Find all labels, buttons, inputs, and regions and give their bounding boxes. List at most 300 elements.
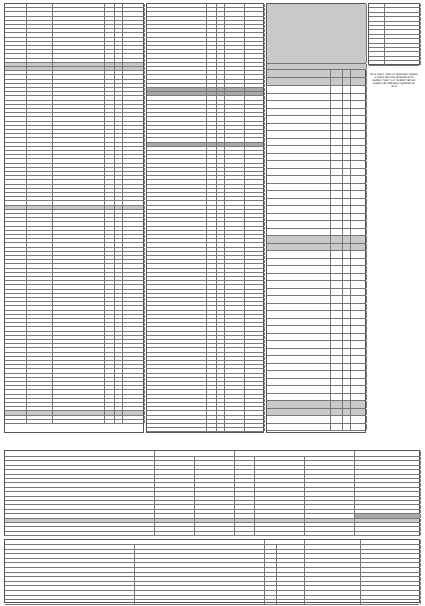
value-input[interactable] — [355, 457, 421, 460]
value-input[interactable] — [351, 379, 367, 386]
value-input[interactable] — [331, 304, 343, 311]
value-input[interactable] — [355, 514, 421, 517]
value-input[interactable] — [245, 197, 265, 200]
value-input[interactable] — [331, 371, 343, 378]
value-input[interactable] — [331, 409, 343, 416]
value-input[interactable] — [305, 483, 355, 486]
value-input[interactable] — [225, 172, 245, 175]
value-input[interactable] — [195, 479, 235, 482]
value-input[interactable] — [123, 416, 145, 419]
value-input[interactable] — [331, 146, 343, 153]
value-input[interactable] — [277, 559, 305, 563]
value-input[interactable] — [225, 71, 245, 74]
value-input[interactable] — [225, 21, 245, 24]
value-input[interactable] — [225, 411, 245, 414]
value-input[interactable] — [245, 386, 265, 389]
value-input[interactable] — [225, 336, 245, 339]
value-input[interactable] — [245, 130, 265, 133]
value-input[interactable] — [351, 101, 367, 108]
value-input[interactable] — [195, 519, 235, 522]
value-input[interactable] — [225, 4, 245, 7]
value-input[interactable] — [225, 33, 245, 36]
value-input[interactable] — [225, 134, 245, 137]
value-input[interactable] — [385, 30, 421, 33]
value-input[interactable] — [155, 470, 195, 473]
value-input[interactable] — [123, 21, 145, 24]
value-input[interactable] — [245, 176, 265, 179]
value-input[interactable] — [277, 554, 305, 558]
value-input[interactable] — [385, 44, 421, 47]
value-input[interactable] — [225, 390, 245, 393]
value-input[interactable] — [123, 327, 145, 330]
value-input[interactable] — [225, 424, 245, 427]
value-input[interactable] — [225, 302, 245, 305]
value-input[interactable] — [255, 466, 305, 469]
value-input[interactable] — [385, 8, 421, 11]
value-input[interactable] — [351, 191, 367, 198]
value-input[interactable] — [225, 369, 245, 372]
value-input[interactable] — [123, 407, 145, 410]
value-input[interactable] — [255, 523, 305, 526]
value-input[interactable] — [225, 126, 245, 129]
value-input[interactable] — [351, 70, 367, 77]
value-input[interactable] — [351, 356, 367, 363]
value-input[interactable] — [195, 461, 235, 464]
value-input[interactable] — [361, 573, 421, 577]
value-input[interactable] — [351, 281, 367, 288]
value-input[interactable] — [331, 191, 343, 198]
value-input[interactable] — [245, 298, 265, 301]
value-input[interactable] — [225, 25, 245, 28]
value-input[interactable] — [361, 586, 421, 590]
value-input[interactable] — [225, 348, 245, 351]
value-input[interactable] — [255, 514, 305, 517]
value-input[interactable] — [225, 96, 245, 99]
value-input[interactable] — [123, 4, 145, 7]
value-input[interactable] — [355, 519, 421, 522]
value-input[interactable] — [245, 33, 265, 36]
value-input[interactable] — [123, 151, 145, 154]
value-input[interactable] — [385, 13, 421, 16]
value-input[interactable] — [155, 483, 195, 486]
value-input[interactable] — [225, 17, 245, 20]
value-input[interactable] — [245, 88, 265, 91]
value-input[interactable] — [355, 501, 421, 504]
value-input[interactable] — [245, 269, 265, 272]
value-input[interactable] — [225, 231, 245, 234]
value-input[interactable] — [331, 349, 343, 356]
value-input[interactable] — [123, 239, 145, 242]
value-input[interactable] — [245, 38, 265, 41]
value-input[interactable] — [331, 379, 343, 386]
value-input[interactable] — [225, 117, 245, 120]
value-input[interactable] — [305, 492, 355, 495]
value-input[interactable] — [245, 113, 265, 116]
value-input[interactable] — [123, 155, 145, 158]
value-input[interactable] — [123, 248, 145, 251]
value-input[interactable] — [305, 510, 355, 513]
value-input[interactable] — [123, 54, 145, 57]
value-input[interactable] — [245, 4, 265, 7]
value-input[interactable] — [123, 264, 145, 267]
value-input[interactable] — [305, 568, 361, 572]
value-input[interactable] — [331, 184, 343, 191]
value-input[interactable] — [305, 523, 355, 526]
value-input[interactable] — [123, 382, 145, 385]
value-input[interactable] — [123, 189, 145, 192]
value-input[interactable] — [351, 176, 367, 183]
value-input[interactable] — [225, 138, 245, 141]
value-input[interactable] — [155, 532, 195, 535]
value-input[interactable] — [255, 457, 305, 460]
value-input[interactable] — [355, 461, 421, 464]
value-input[interactable] — [225, 206, 245, 209]
value-input[interactable] — [245, 340, 265, 343]
value-input[interactable] — [225, 12, 245, 15]
value-input[interactable] — [245, 281, 265, 284]
value-input[interactable] — [195, 501, 235, 504]
value-input[interactable] — [245, 319, 265, 322]
value-input[interactable] — [155, 519, 195, 522]
value-input[interactable] — [331, 319, 343, 326]
value-input[interactable] — [225, 273, 245, 276]
value-input[interactable] — [245, 210, 265, 213]
value-input[interactable] — [255, 510, 305, 513]
value-input[interactable] — [123, 390, 145, 393]
value-input[interactable] — [305, 461, 355, 464]
value-input[interactable] — [351, 251, 367, 258]
value-input[interactable] — [351, 401, 367, 408]
value-input[interactable] — [245, 117, 265, 120]
value-input[interactable] — [351, 326, 367, 333]
value-input[interactable] — [331, 266, 343, 273]
value-input[interactable] — [255, 492, 305, 495]
value-input[interactable] — [123, 63, 145, 66]
value-input[interactable] — [225, 143, 245, 146]
value-input[interactable] — [245, 403, 265, 406]
value-input[interactable] — [355, 488, 421, 491]
value-input[interactable] — [245, 344, 265, 347]
value-input[interactable] — [245, 420, 265, 423]
value-input[interactable] — [305, 457, 355, 460]
value-input[interactable] — [351, 311, 367, 318]
value-input[interactable] — [245, 227, 265, 230]
value-input[interactable] — [155, 479, 195, 482]
value-input[interactable] — [195, 510, 235, 513]
value-input[interactable] — [155, 466, 195, 469]
value-input[interactable] — [385, 48, 421, 51]
value-input[interactable] — [331, 78, 343, 85]
value-input[interactable] — [123, 218, 145, 221]
value-input[interactable] — [351, 109, 367, 116]
value-input[interactable] — [123, 340, 145, 343]
value-input[interactable] — [195, 457, 235, 460]
value-input[interactable] — [245, 277, 265, 280]
value-input[interactable] — [123, 113, 145, 116]
value-input[interactable] — [245, 260, 265, 263]
value-input[interactable] — [245, 185, 265, 188]
value-input[interactable] — [277, 600, 305, 604]
value-input[interactable] — [351, 131, 367, 138]
value-input[interactable] — [245, 46, 265, 49]
value-input[interactable] — [385, 57, 421, 60]
value-input[interactable] — [123, 176, 145, 179]
value-input[interactable] — [331, 259, 343, 266]
value-input[interactable] — [355, 492, 421, 495]
value-input[interactable] — [351, 229, 367, 236]
value-input[interactable] — [361, 545, 421, 549]
value-input[interactable] — [331, 214, 343, 221]
value-input[interactable] — [225, 395, 245, 398]
value-input[interactable] — [351, 394, 367, 401]
value-input[interactable] — [351, 304, 367, 311]
value-input[interactable] — [225, 101, 245, 104]
value-input[interactable] — [245, 147, 265, 150]
value-input[interactable] — [123, 222, 145, 225]
value-input[interactable] — [331, 289, 343, 296]
value-input[interactable] — [351, 94, 367, 101]
value-input[interactable] — [225, 130, 245, 133]
value-input[interactable] — [305, 519, 355, 522]
value-input[interactable] — [245, 239, 265, 242]
value-input[interactable] — [351, 199, 367, 206]
value-input[interactable] — [277, 568, 305, 572]
value-input[interactable] — [155, 488, 195, 491]
value-input[interactable] — [195, 527, 235, 530]
value-input[interactable] — [225, 197, 245, 200]
value-input[interactable] — [123, 294, 145, 297]
value-input[interactable] — [123, 231, 145, 234]
value-input[interactable] — [305, 577, 361, 581]
value-input[interactable] — [225, 164, 245, 167]
value-input[interactable] — [245, 84, 265, 87]
value-input[interactable] — [245, 63, 265, 66]
value-input[interactable] — [245, 374, 265, 377]
value-input[interactable] — [225, 42, 245, 45]
value-input[interactable] — [155, 514, 195, 517]
value-input[interactable] — [331, 334, 343, 341]
value-input[interactable] — [331, 86, 343, 93]
value-input[interactable] — [225, 109, 245, 112]
value-input[interactable] — [245, 67, 265, 70]
value-input[interactable] — [123, 344, 145, 347]
value-input[interactable] — [351, 184, 367, 191]
value-input[interactable] — [123, 38, 145, 41]
value-input[interactable] — [351, 364, 367, 371]
value-input[interactable] — [245, 273, 265, 276]
value-input[interactable] — [123, 101, 145, 104]
value-input[interactable] — [351, 116, 367, 123]
value-input[interactable] — [245, 411, 265, 414]
value-input[interactable] — [385, 39, 421, 42]
value-input[interactable] — [245, 306, 265, 309]
value-input[interactable] — [355, 523, 421, 526]
value-input[interactable] — [123, 374, 145, 377]
value-input[interactable] — [245, 378, 265, 381]
value-input[interactable] — [225, 420, 245, 423]
value-input[interactable] — [331, 244, 343, 251]
value-input[interactable] — [225, 323, 245, 326]
value-input[interactable] — [245, 180, 265, 183]
value-input[interactable] — [123, 353, 145, 356]
value-input[interactable] — [245, 428, 265, 431]
value-input[interactable] — [123, 210, 145, 213]
value-input[interactable] — [123, 193, 145, 196]
value-input[interactable] — [331, 416, 343, 423]
value-input[interactable] — [255, 475, 305, 478]
value-input[interactable] — [155, 475, 195, 478]
value-input[interactable] — [277, 586, 305, 590]
value-input[interactable] — [355, 505, 421, 508]
value-input[interactable] — [123, 403, 145, 406]
value-input[interactable] — [331, 139, 343, 146]
value-input[interactable] — [225, 159, 245, 162]
value-input[interactable] — [331, 296, 343, 303]
value-input[interactable] — [245, 348, 265, 351]
value-input[interactable] — [123, 260, 145, 263]
value-input[interactable] — [331, 251, 343, 258]
value-input[interactable] — [245, 21, 265, 24]
value-input[interactable] — [331, 356, 343, 363]
value-input[interactable] — [245, 12, 265, 15]
value-input[interactable] — [305, 475, 355, 478]
value-input[interactable] — [225, 319, 245, 322]
value-input[interactable] — [245, 193, 265, 196]
value-input[interactable] — [225, 260, 245, 263]
value-input[interactable] — [351, 169, 367, 176]
value-input[interactable] — [225, 122, 245, 125]
value-input[interactable] — [351, 78, 367, 85]
value-input[interactable] — [225, 382, 245, 385]
value-input[interactable] — [245, 206, 265, 209]
value-input[interactable] — [123, 185, 145, 188]
value-input[interactable] — [123, 365, 145, 368]
value-input[interactable] — [245, 327, 265, 330]
value-input[interactable] — [225, 151, 245, 154]
value-input[interactable] — [245, 134, 265, 137]
value-input[interactable] — [245, 50, 265, 53]
value-input[interactable] — [385, 26, 421, 29]
value-input[interactable] — [123, 147, 145, 150]
value-input[interactable] — [225, 281, 245, 284]
value-input[interactable] — [361, 563, 421, 567]
value-input[interactable] — [123, 311, 145, 314]
value-input[interactable] — [225, 168, 245, 171]
value-input[interactable] — [245, 29, 265, 32]
value-input[interactable] — [245, 143, 265, 146]
value-input[interactable] — [245, 243, 265, 246]
value-input[interactable] — [245, 218, 265, 221]
value-input[interactable] — [355, 466, 421, 469]
value-input[interactable] — [123, 138, 145, 141]
value-input[interactable] — [245, 252, 265, 255]
value-input[interactable] — [195, 492, 235, 495]
value-input[interactable] — [255, 488, 305, 491]
value-input[interactable] — [123, 323, 145, 326]
value-input[interactable] — [225, 80, 245, 83]
value-input[interactable] — [123, 159, 145, 162]
value-input[interactable] — [123, 126, 145, 129]
value-input[interactable] — [361, 550, 421, 554]
value-input[interactable] — [331, 236, 343, 243]
value-input[interactable] — [351, 244, 367, 251]
value-input[interactable] — [123, 227, 145, 230]
value-input[interactable] — [123, 105, 145, 108]
value-input[interactable] — [331, 311, 343, 318]
value-input[interactable] — [245, 159, 265, 162]
value-input[interactable] — [225, 239, 245, 242]
value-input[interactable] — [245, 168, 265, 171]
value-input[interactable] — [305, 586, 361, 590]
value-input[interactable] — [123, 290, 145, 293]
value-input[interactable] — [123, 96, 145, 99]
value-input[interactable] — [331, 386, 343, 393]
value-input[interactable] — [351, 86, 367, 93]
value-input[interactable] — [331, 341, 343, 348]
value-input[interactable] — [225, 214, 245, 217]
value-input[interactable] — [305, 550, 361, 554]
value-input[interactable] — [305, 497, 355, 500]
value-input[interactable] — [305, 488, 355, 491]
value-input[interactable] — [225, 428, 245, 431]
value-input[interactable] — [351, 221, 367, 228]
value-input[interactable] — [225, 361, 245, 364]
value-input[interactable] — [245, 235, 265, 238]
value-input[interactable] — [123, 252, 145, 255]
value-input[interactable] — [225, 332, 245, 335]
value-input[interactable] — [155, 457, 195, 460]
value-input[interactable] — [331, 101, 343, 108]
value-input[interactable] — [351, 371, 367, 378]
value-input[interactable] — [123, 348, 145, 351]
value-input[interactable] — [225, 365, 245, 368]
value-input[interactable] — [225, 176, 245, 179]
value-input[interactable] — [123, 411, 145, 414]
value-input[interactable] — [355, 532, 421, 535]
value-input[interactable] — [245, 353, 265, 356]
value-input[interactable] — [331, 401, 343, 408]
value-input[interactable] — [245, 189, 265, 192]
value-input[interactable] — [195, 483, 235, 486]
value-input[interactable] — [123, 302, 145, 305]
value-input[interactable] — [245, 122, 265, 125]
value-input[interactable] — [245, 382, 265, 385]
value-input[interactable] — [225, 29, 245, 32]
value-input[interactable] — [123, 269, 145, 272]
value-input[interactable] — [385, 22, 421, 25]
value-input[interactable] — [123, 332, 145, 335]
value-input[interactable] — [351, 206, 367, 213]
value-input[interactable] — [225, 113, 245, 116]
value-input[interactable] — [351, 416, 367, 423]
value-input[interactable] — [123, 277, 145, 280]
value-input[interactable] — [351, 341, 367, 348]
value-input[interactable] — [225, 105, 245, 108]
value-input[interactable] — [331, 326, 343, 333]
value-input[interactable] — [361, 591, 421, 595]
value-input[interactable] — [155, 523, 195, 526]
value-input[interactable] — [123, 273, 145, 276]
value-input[interactable] — [245, 54, 265, 57]
value-input[interactable] — [123, 29, 145, 32]
value-input[interactable] — [385, 4, 421, 7]
value-input[interactable] — [245, 126, 265, 129]
value-input[interactable] — [225, 54, 245, 57]
value-input[interactable] — [155, 505, 195, 508]
value-input[interactable] — [305, 505, 355, 508]
value-input[interactable] — [255, 461, 305, 464]
value-input[interactable] — [225, 50, 245, 53]
